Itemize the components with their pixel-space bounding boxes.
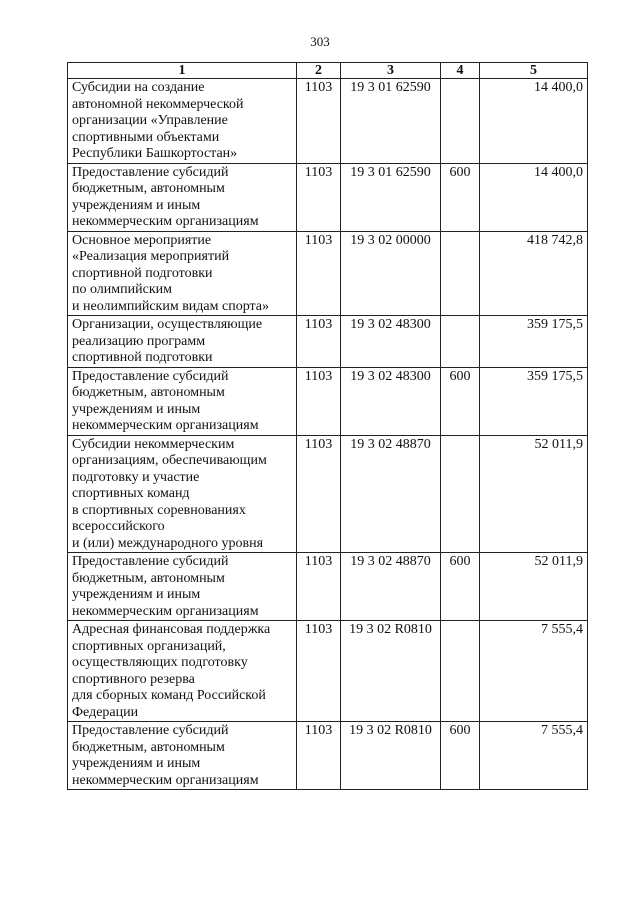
budget-table (67, 62, 588, 790)
row-section: 1103 (297, 435, 341, 553)
row-target: 19 3 02 00000 (341, 231, 441, 316)
row-section: 1103 (297, 231, 341, 316)
row-section: 1103 (297, 722, 341, 790)
table-row (68, 79, 588, 164)
row-name: Субсидии на создание автономной некоммерческой организации «Управление спортивными объектами Республики Башкортостан» (68, 79, 297, 164)
row-section: 1103 (297, 621, 341, 722)
row-type: 600 (441, 163, 480, 231)
row-amount: 7 555,4 (480, 621, 588, 722)
row-target: 19 3 02 R0810 (341, 621, 441, 722)
table-row (68, 163, 588, 231)
row-target: 19 3 02 48300 (341, 316, 441, 368)
table-row (68, 435, 588, 553)
row-amount: 52 011,9 (480, 435, 588, 553)
row-name: Предоставление субсидий бюджетным, автономным учреждениям и иным некоммерческим организациям (68, 553, 297, 621)
row-amount: 418 742,8 (480, 231, 588, 316)
table-row (68, 231, 588, 316)
row-amount: 359 175,5 (480, 316, 588, 368)
row-name: Предоставление субсидий бюджетным, автономным учреждениям и иным некоммерческим организациям (68, 722, 297, 790)
row-section: 1103 (297, 316, 341, 368)
row-target: 19 3 02 48300 (341, 367, 441, 435)
row-type (441, 435, 480, 553)
row-target: 19 3 01 62590 (341, 79, 441, 164)
row-type: 600 (441, 553, 480, 621)
row-type (441, 79, 480, 164)
row-target: 19 3 02 48870 (341, 435, 441, 553)
row-amount: 14 400,0 (480, 79, 588, 164)
row-name: Субсидии некоммерческим организациям, обеспечивающим подготовку и участие спортивных команд в спортивных соревнованиях всероссийского и (или) международного уровня (68, 435, 297, 553)
table-row (68, 316, 588, 368)
row-type (441, 231, 480, 316)
table-row (68, 722, 588, 790)
row-section: 1103 (297, 367, 341, 435)
row-section: 1103 (297, 163, 341, 231)
row-name: Предоставление субсидий бюджетным, автономным учреждениям и иным некоммерческим организациям (68, 367, 297, 435)
table-row (68, 367, 588, 435)
page-number: 303 (310, 34, 330, 49)
table-header-row (68, 63, 588, 79)
row-type (441, 316, 480, 368)
column-header-name: 1 (68, 63, 297, 79)
row-target: 19 3 02 48870 (341, 553, 441, 621)
table-row (68, 553, 588, 621)
row-target: 19 3 02 R0810 (341, 722, 441, 790)
column-header-target: 3 (341, 63, 441, 79)
row-name: Адресная финансовая поддержка спортивных организаций, осуществляющих подготовку спортивного резерва для сборных команд Российской Федерации (68, 621, 297, 722)
row-type: 600 (441, 722, 480, 790)
row-name: Предоставление субсидий бюджетным, автономным учреждениям и иным некоммерческим организациям (68, 163, 297, 231)
row-section: 1103 (297, 553, 341, 621)
column-header-section: 2 (297, 63, 341, 79)
row-type: 600 (441, 367, 480, 435)
table-row (68, 621, 588, 722)
row-name: Организации, осуществляющие реализацию программ спортивной подготовки (68, 316, 297, 368)
row-target: 19 3 01 62590 (341, 163, 441, 231)
row-amount: 7 555,4 (480, 722, 588, 790)
row-name: Основное мероприятие «Реализация мероприятий спортивной подготовки по олимпийским и неолимпийским видам спорта» (68, 231, 297, 316)
column-header-type: 4 (441, 63, 480, 79)
row-amount: 52 011,9 (480, 553, 588, 621)
row-type (441, 621, 480, 722)
row-amount: 14 400,0 (480, 163, 588, 231)
column-header-amount: 5 (480, 63, 588, 79)
row-section: 1103 (297, 79, 341, 164)
row-amount: 359 175,5 (480, 367, 588, 435)
